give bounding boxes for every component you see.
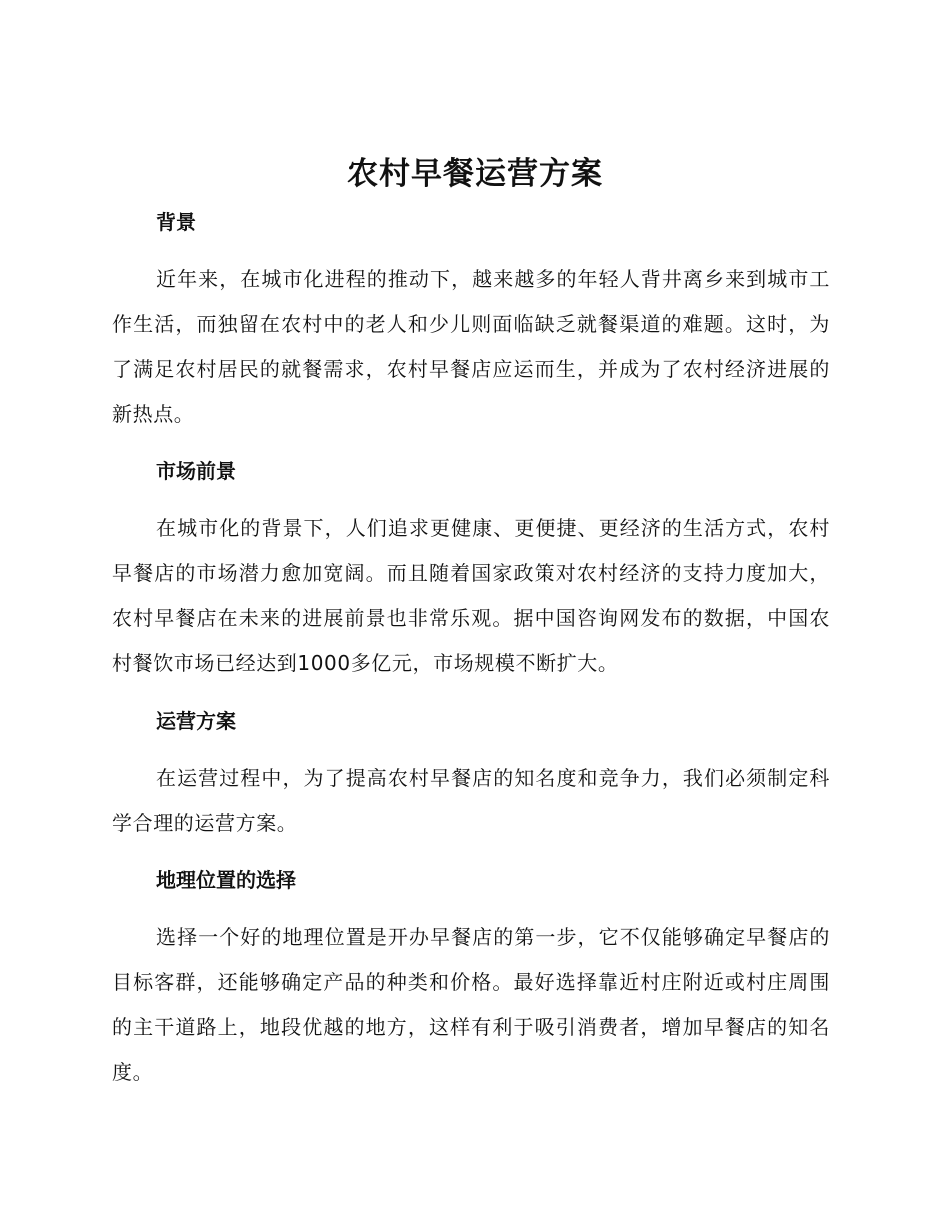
section-heading-operation-plan: 运营方案: [156, 709, 236, 733]
section-heading-location-choice: 地理位置的选择: [156, 868, 296, 892]
section-paragraph-market-outlook: 在城市化的背景下，人们追求更健康、更便捷、更经济的生活方式，农村早餐店的市场潜力愈加宽阔。而且随着国家政策对农村经济的支持力度加大，农村早餐店在未来的进展前景也非常乐观。据中国咨询网发布的数据，中国农村餐饮市场已经达到1000多亿元，市场规模不断扩大。: [112, 516, 830, 675]
section-paragraph-operation-plan: 在运营过程中，为了提高农村早餐店的知名度和竞争力，我们必须制定科学合理的运营方案。: [112, 766, 830, 835]
document-title: 农村早餐运营方案: [347, 156, 603, 192]
section-paragraph-location-choice: 选择一个好的地理位置是开办早餐店的第一步，它不仅能够确定早餐店的目标客群，还能够确定产品的种类和价格。最好选择靠近村庄附近或村庄周围的主干道路上，地段优越的地方，这样有利于吸引消费者，增加早餐店的知名度。: [112, 925, 830, 1084]
section-heading-background: 背景: [156, 210, 196, 234]
section-paragraph-background: 近年来，在城市化进程的推动下，越来越多的年轻人背井离乡来到城市工作生活，而独留在农村中的老人和少儿则面临缺乏就餐渠道的难题。这时，为了满足农村居民的就餐需求，农村早餐店应运而生，并成为了农村经济进展的新热点。: [112, 267, 830, 426]
section-heading-market-outlook: 市场前景: [156, 459, 236, 483]
